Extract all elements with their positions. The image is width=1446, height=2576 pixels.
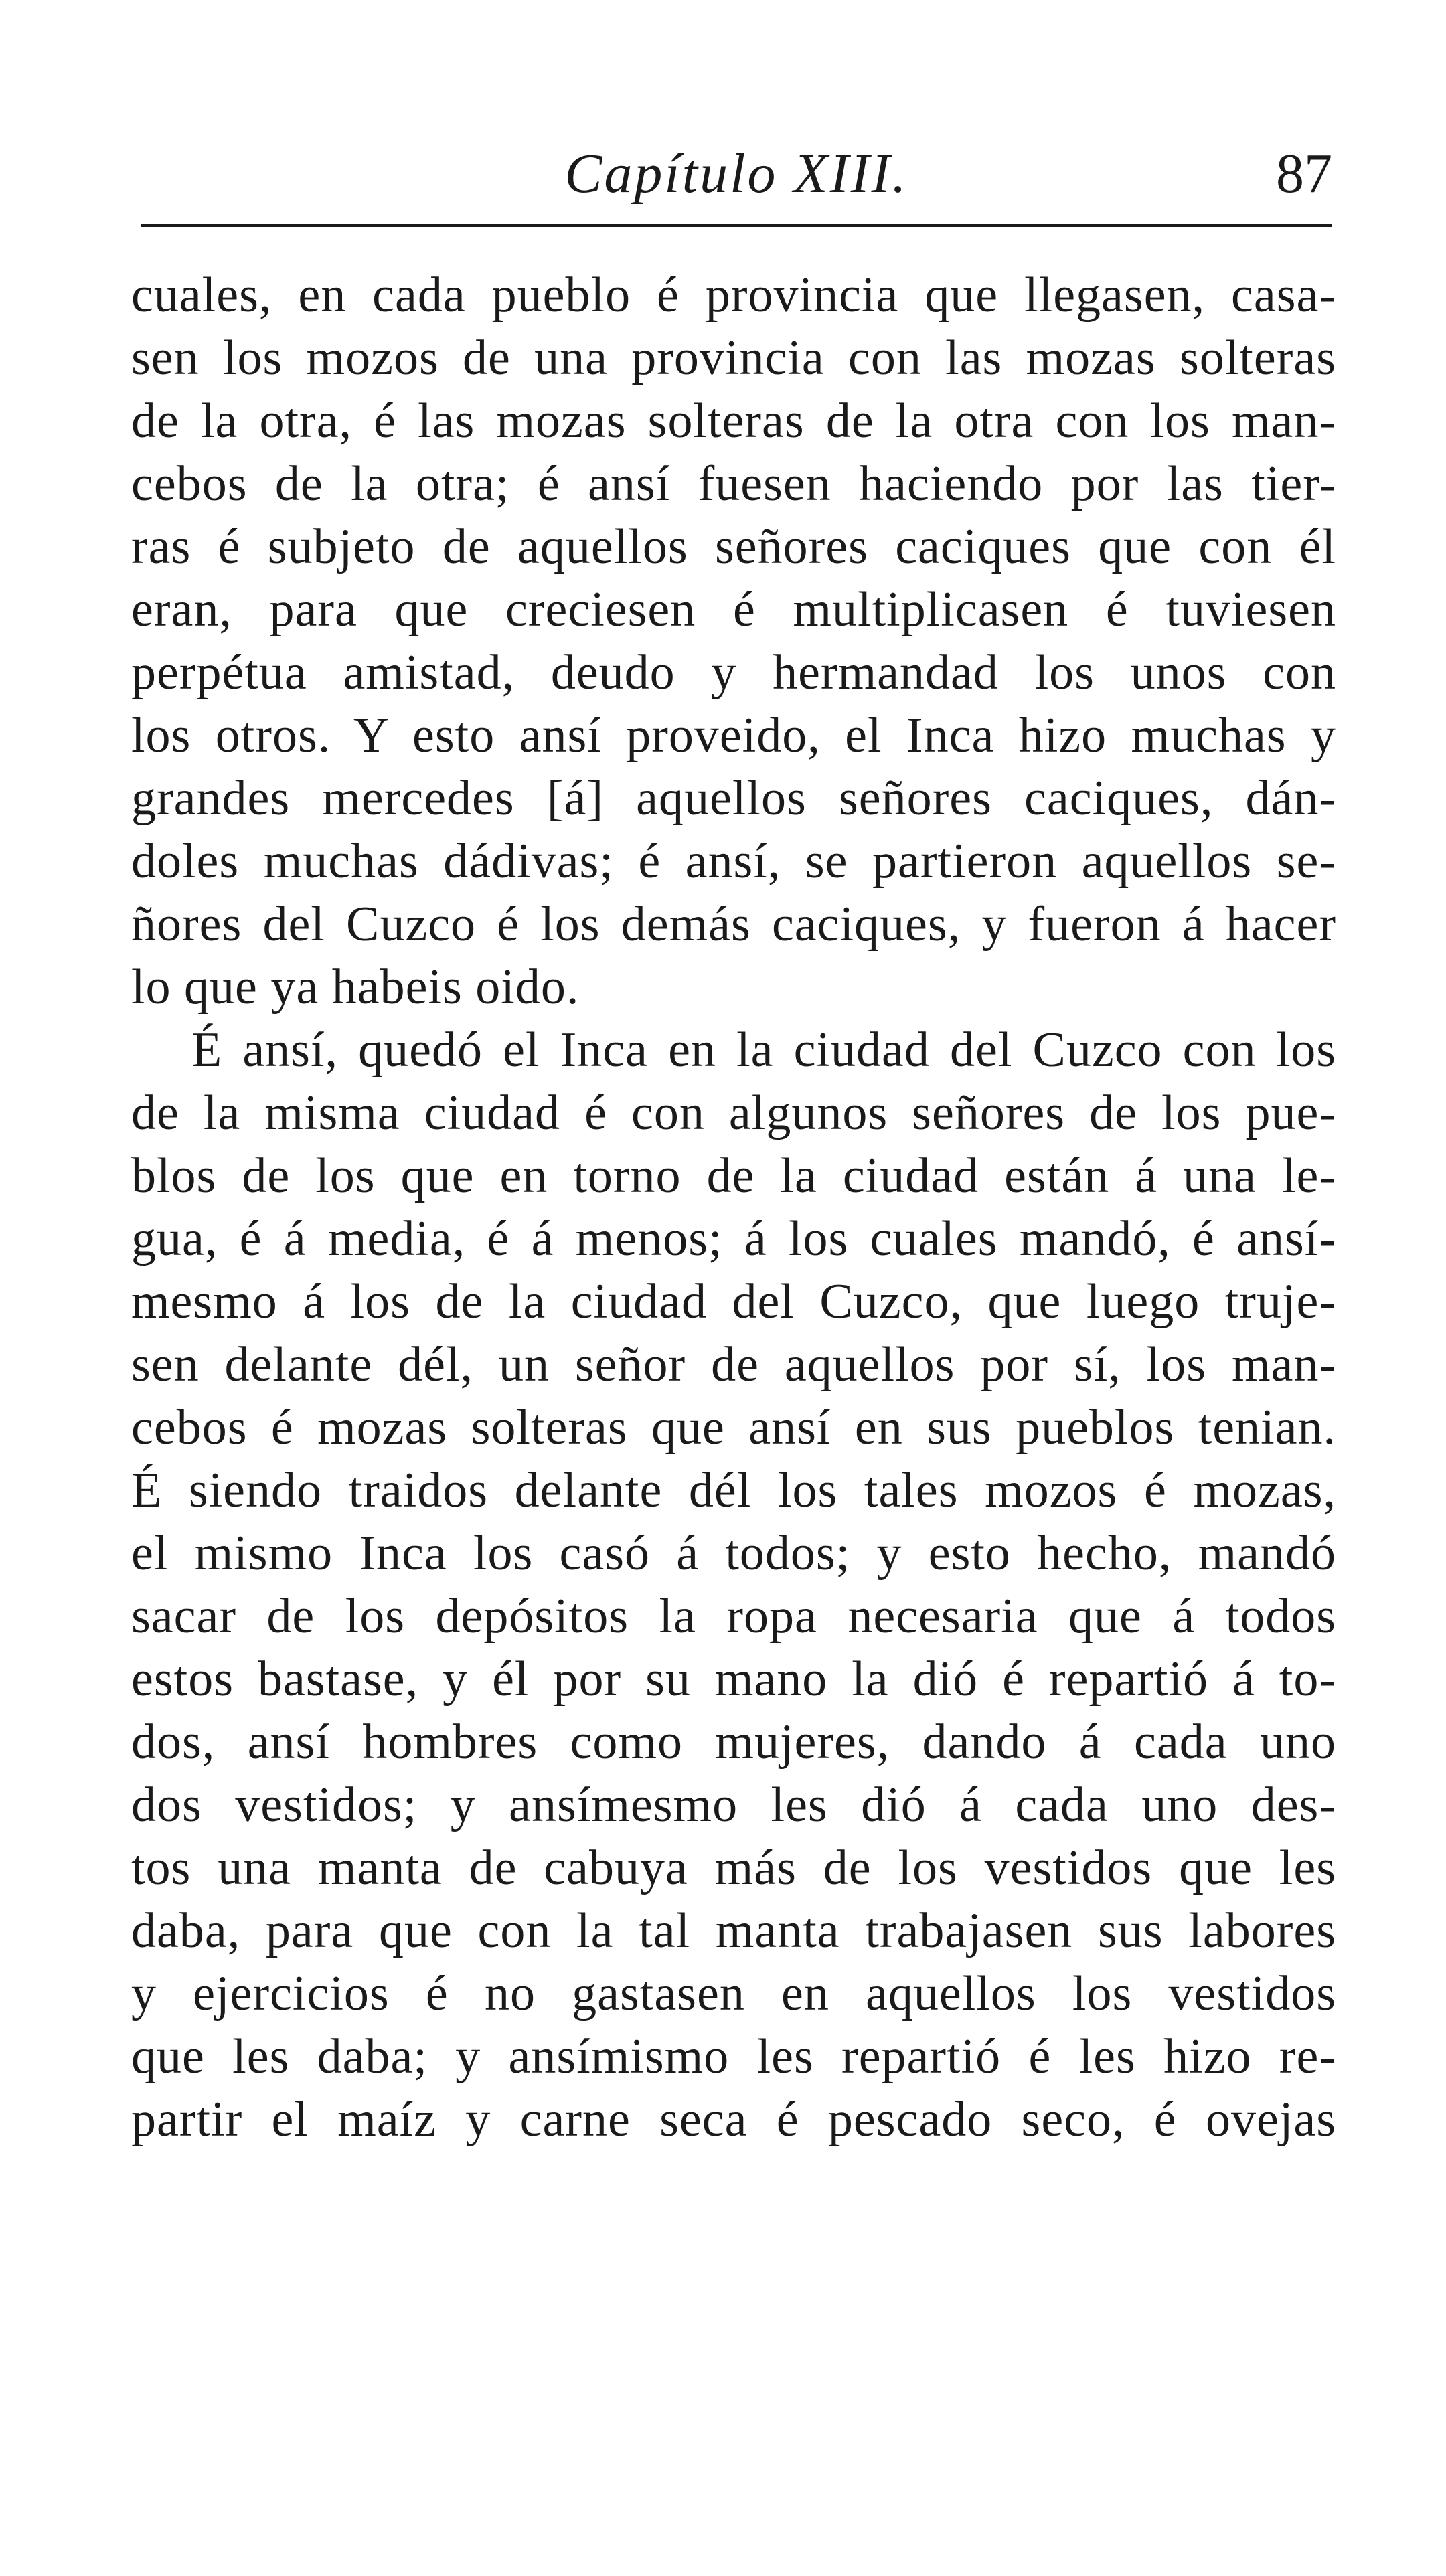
text-line: ñores del Cuzco é los demás caciques, y fueron á hacer (131, 897, 1336, 952)
text-line: É ansí, quedó el Inca en la ciudad del Cuzco con los (191, 1023, 1336, 1078)
text-line: sen los mozos de una provincia con las mozas solteras (131, 331, 1336, 385)
running-head (141, 134, 1332, 214)
text-line: perpétua amistad, deudo y hermandad los unos con (131, 645, 1336, 700)
text-line: ras é subjeto de aquellos señores caciques que con él (131, 519, 1336, 574)
text-line: sacar de los depósitos la ropa necesaria que á todos (131, 1589, 1336, 1644)
text-line: y ejercicios é no gastasen en aquellos los vestidos (131, 1966, 1336, 2021)
text-line: doles muchas dádivas; é ansí, se partieron aquellos se- (131, 834, 1336, 889)
text-line: cuales, en cada pueblo é provincia que llegasen, casa- (131, 268, 1336, 323)
text-line: mesmo á los de la ciudad del Cuzco, que luego truje- (131, 1274, 1336, 1329)
text-line: eran, para que creciesen é multiplicasen é tuviesen (131, 582, 1336, 637)
text-line: partir el maíz y carne seca é pescado seco, é ovejas (131, 2092, 1336, 2147)
text-line: sen delante dél, un señor de aquellos por sí, los man- (131, 1337, 1336, 1392)
page-number: 87 (1276, 143, 1332, 205)
text-line: dos vestidos; y ansímesmo les dió á cada uno des- (131, 1778, 1336, 1832)
paragraph-2 (131, 1019, 1336, 2151)
text-line: lo que ya habeis oido. (131, 960, 580, 1015)
text-line: blos de los que en torno de la ciudad están á una le- (131, 1148, 1336, 1203)
chapter-title: Capítulo XIII. (564, 143, 908, 205)
text-line: cebos de la otra; é ansí fuesen haciendo por las tier- (131, 456, 1336, 511)
text-line: grandes mercedes [á] aquellos señores caciques, dán- (131, 771, 1336, 826)
text-line: los otros. Y esto ansí proveido, el Inca hizo muchas y (131, 708, 1336, 763)
text-line: daba, para que con la tal manta trabajasen sus labores (131, 1903, 1336, 1958)
text-line: tos una manta de cabuya más de los vestidos que les (131, 1840, 1336, 1895)
header-rule (141, 224, 1332, 227)
text-line: cebos é mozas solteras que ansí en sus pueblos tenian. (131, 1400, 1336, 1455)
text-line: gua, é á media, é á menos; á los cuales mandó, é ansí- (131, 1211, 1336, 1266)
text-line: estos bastase, y él por su mano la dió é repartió á to- (131, 1652, 1336, 1707)
text-line: de la misma ciudad é con algunos señores de los pue- (131, 1086, 1336, 1140)
text-line: É siendo traidos delante dél los tales mozos é mozas, (131, 1463, 1336, 1518)
paragraph-1 (131, 264, 1336, 1019)
body-text (131, 264, 1336, 2151)
text-line: el mismo Inca los casó á todos; y esto hecho, mandó (131, 1526, 1336, 1581)
text-line: dos, ansí hombres como mujeres, dando á cada uno (131, 1715, 1336, 1770)
text-line: que les daba; y ansímismo les repartió é les hizo re- (131, 2029, 1336, 2084)
text-line: de la otra, é las mozas solteras de la otra con los man- (131, 394, 1336, 448)
